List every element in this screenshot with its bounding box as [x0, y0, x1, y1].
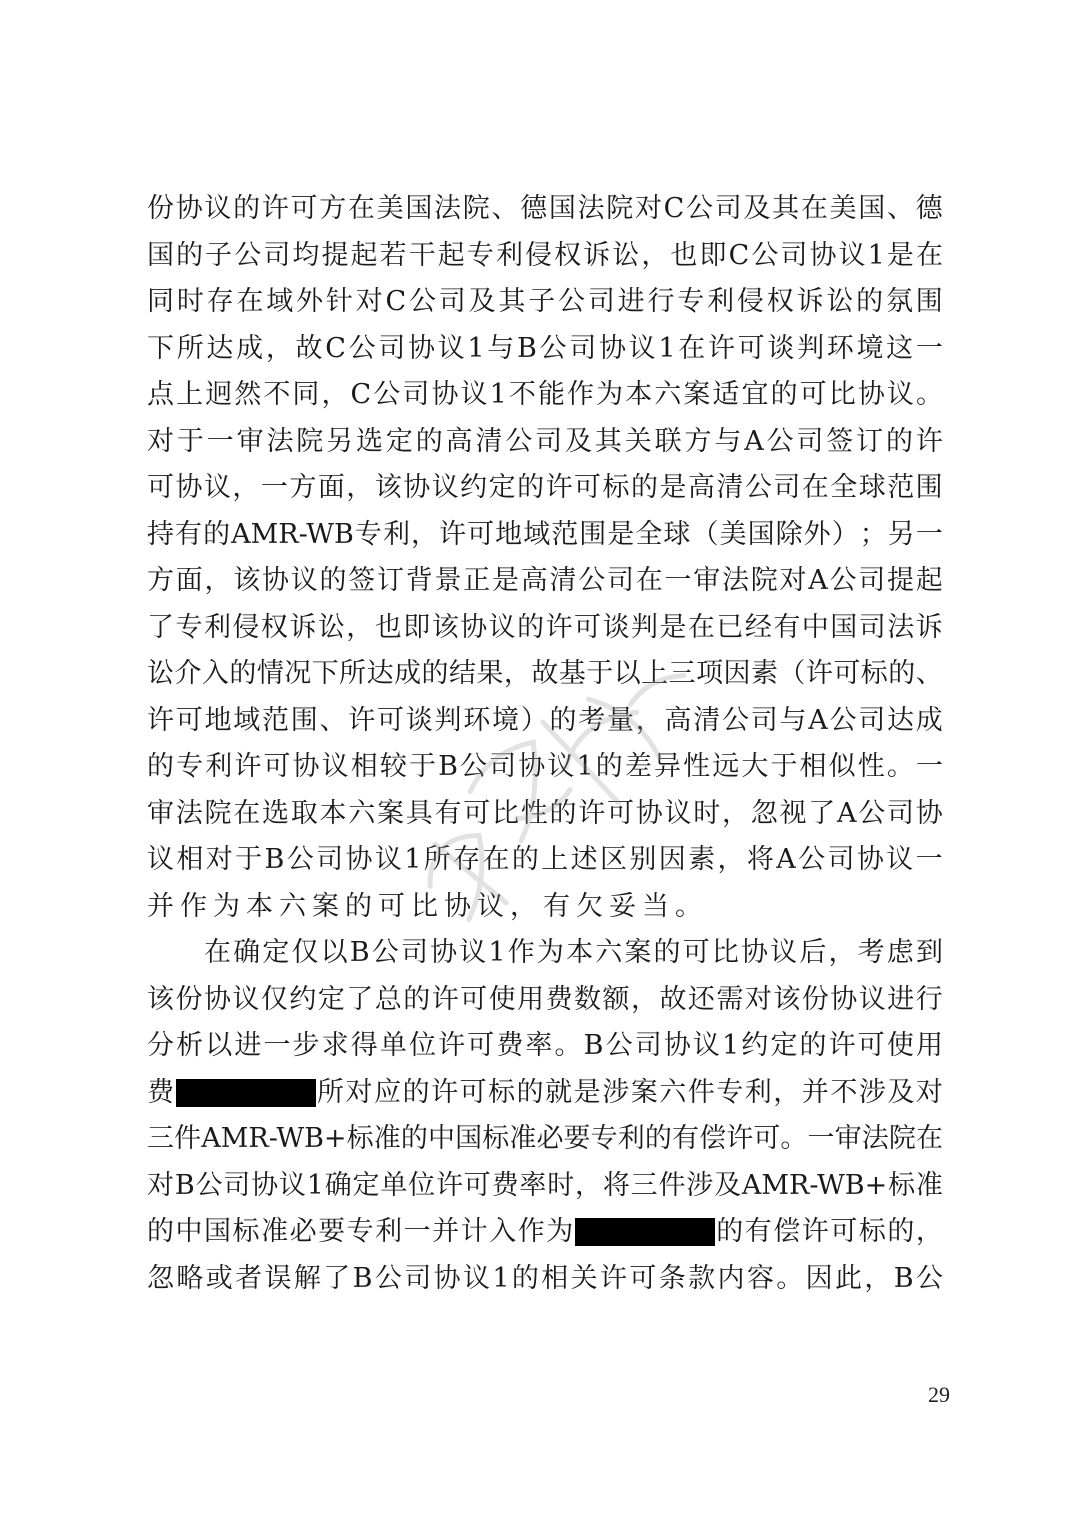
redaction-box	[575, 1218, 715, 1246]
text-line: 并 作 为 本 六 案 的 可 比 协 议 ， 有 欠 妥 当 。	[147, 890, 702, 922]
text-line: 讼 介 入 的 情 况 下 所 达 成 的 结 果 ， 故 基 于 以 上 三 项 因 素 （ 许 可 标 的 、	[147, 658, 943, 689]
redaction-box	[176, 1079, 316, 1107]
text-line: 三 件 AMR-WB+ 标 准 的 中 国 标 准 必 要 专 利 的 有 偿 许 可 。 一 审 法 院 在	[147, 1123, 943, 1154]
text-line: 的 专 利 许 可 协 议 相 较 于 B 公 司 协 议 1 的 差 异 性 远 大 于 相 似 性 。 一	[147, 751, 943, 782]
text-line: 份 协 议 的 许 可 方 在 美 国 法 院 、 德 国 法 院 对 C 公 司 及 其 在 美 国 、 德	[147, 193, 943, 224]
text-line: 点 上 迥 然 不 同 ， C 公 司 协 议 1 不 能 作 为 本 六 案 适 宜 的 可 比 协 议 。	[147, 379, 943, 410]
text-line: 该 份 协 议 仅 约 定 了 总 的 许 可 使 用 费 数 额 ， 故 还 需 对 该 份 协 议 进 行	[147, 983, 943, 1015]
text-line: 同 时 存 在 域 外 针 对 C 公 司 及 其 子 公 司 进 行 专 利 侵 权 诉 讼 的 氛 围	[147, 286, 943, 317]
text-line: 国 的 子 公 司 均 提 起 若 干 起 专 利 侵 权 诉 讼 ， 也 即 C 公 司 协 议 1 是 在	[147, 239, 943, 271]
text-line: 费 所 对 应 的 许 可 标 的 就 是 涉 案 六 件 专 利 ， 并 不 涉 及 对	[147, 1076, 943, 1108]
text-line: 可 协 议 ， 一 方 面 ， 该 协 议 约 定 的 许 可 标 的 是 高 清 公 司 在 全 球 范 围	[147, 472, 943, 503]
text-line: 方 面 ， 该 协 议 的 签 订 背 景 正 是 高 清 公 司 在 一 审 法 院 对 A 公 司 提 起	[147, 565, 943, 596]
text-line: 持 有 的 AMR-WB 专 利 ， 许 可 地 域 范 围 是 全 球 （ 美 国 除 外 ） ； 另 一	[147, 518, 943, 550]
text-line: 在 确 定 仅 以 B 公 司 协 议 1 作 为 本 六 案 的 可 比 协 议 后 ， 考 虑 到	[204, 937, 943, 968]
text-line: 对 B 公 司 协 议 1 确 定 单 位 许 可 费 率 时 ， 将 三 件 涉 及 AMR-WB+ 标 准	[147, 1169, 943, 1201]
text-line: 忽 略 或 者 误 解 了 B 公 司 协 议 1 的 相 关 许 可 条 款 内 容 。 因 此 ， B 公	[147, 1262, 943, 1294]
text-line: 审 法 院 在 选 取 本 六 案 具 有 可 比 性 的 许 可 协 议 时 ， 忽 视 了 A 公 司 协	[147, 797, 943, 829]
text-line: 许 可 地 域 范 围 、 许 可 谈 判 环 境 ） 的 考 量 ， 高 清 公 司 与 A 公 司 达 成	[147, 704, 943, 736]
text-line: 议 相 对 于 B 公 司 协 议 1 所 存 在 的 上 述 区 别 因 素 ， 将 A 公 司 协 议 一	[147, 844, 943, 875]
text-line: 对 于 一 审 法 院 另 选 定 的 高 清 公 司 及 其 关 联 方 与 A 公 司 签 订 的 许	[147, 425, 943, 457]
text-line: 了 专 利 侵 权 诉 讼 ， 也 即 该 协 议 的 许 可 谈 判 是 在 已 经 有 中 国 司 法 诉	[147, 611, 943, 643]
text-line: 下 所 达 成 ， 故 C 公 司 协 议 1 与 B 公 司 协 议 1 在 许 可 谈 判 环 境 这 一	[147, 332, 943, 364]
page-number: 29	[928, 1382, 950, 1407]
text-line: 分 析 以 进 一 步 求 得 单 位 许 可 费 率 。 B 公 司 协 议 1 约 定 的 许 可 使 用	[147, 1030, 943, 1061]
text-line: 的 中 国 标 准 必 要 专 利 一 并 计 入 作 为 的 有 偿 许 可 标 的 ，	[147, 1216, 943, 1247]
